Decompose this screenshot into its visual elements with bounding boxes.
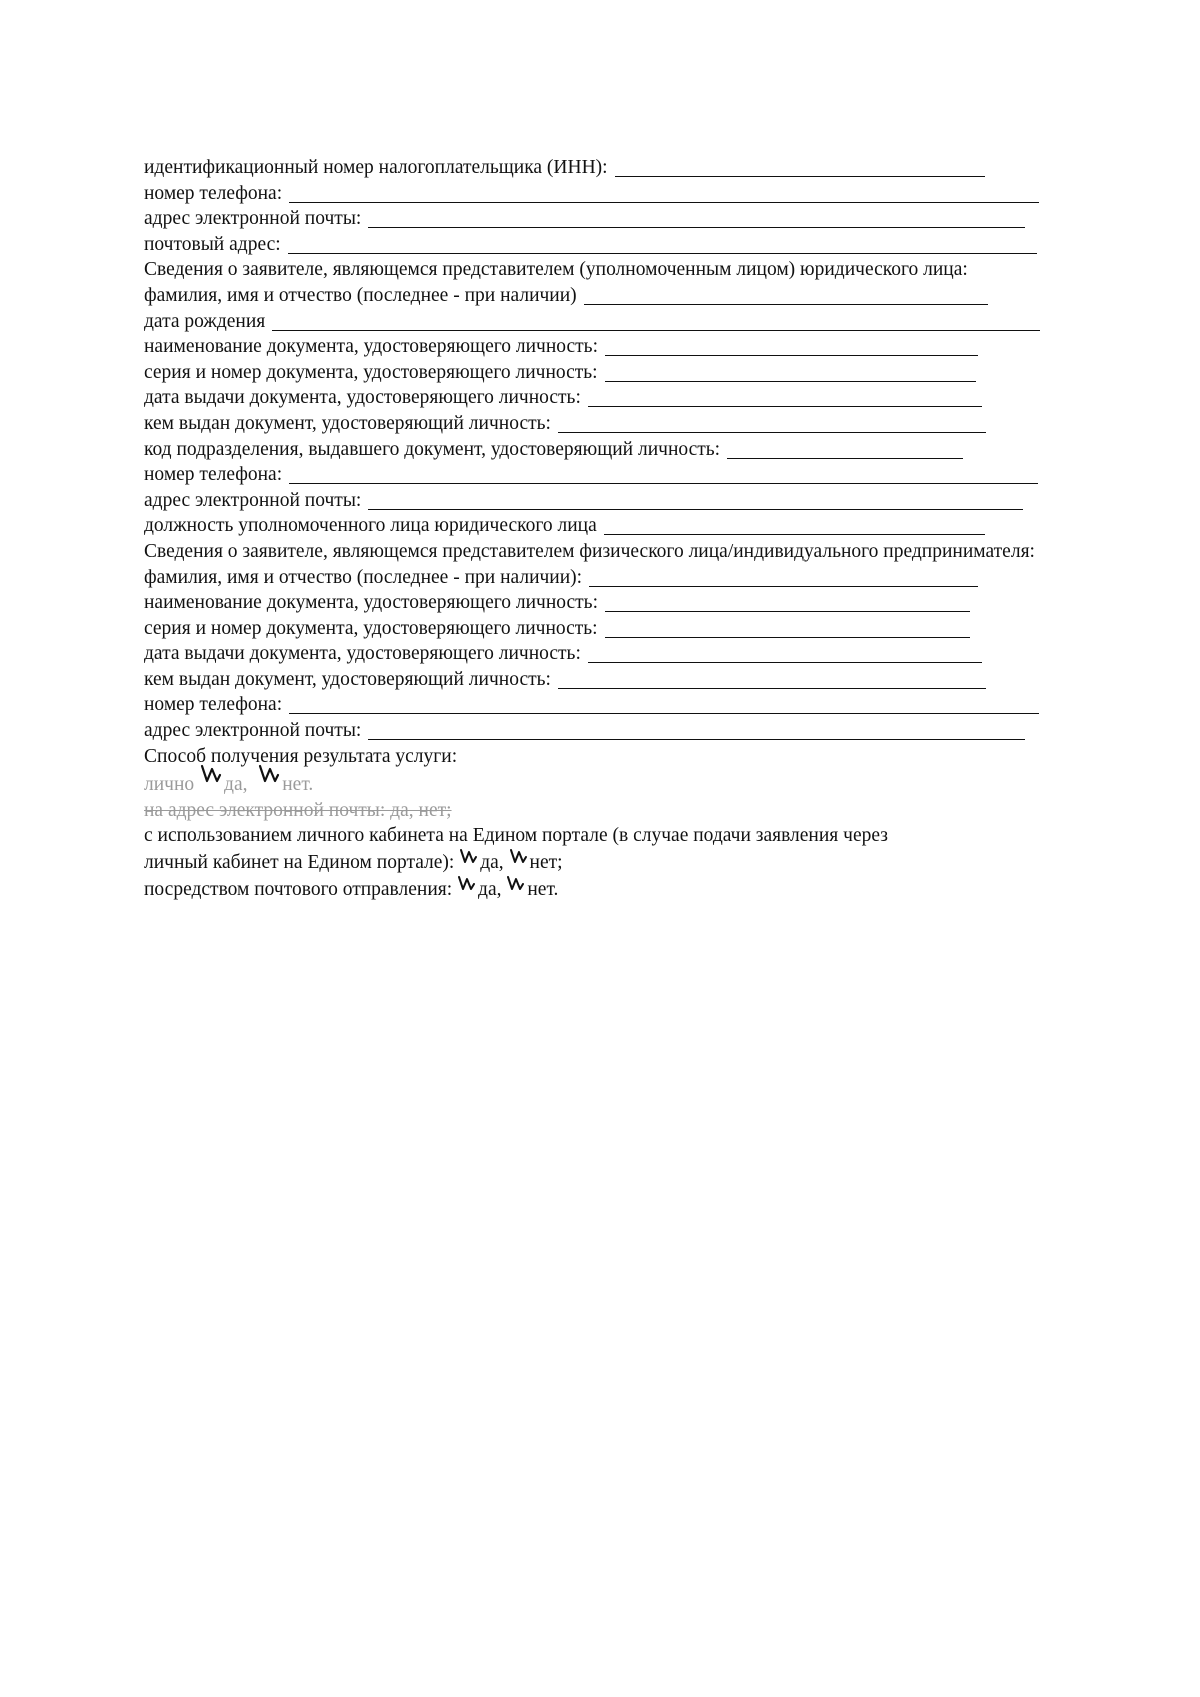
post-no: нет.: [527, 878, 559, 900]
result-method-heading: Способ получения результата услуги:: [144, 745, 458, 767]
checkmark-icon[interactable]: [257, 769, 281, 791]
field-label: номер телефона:: [144, 464, 283, 486]
option-email-struck: на адрес электронной почты: да, нет;: [144, 799, 452, 821]
le-phone-blank[interactable]: [289, 462, 1038, 484]
field-label: почтовый адрес:: [144, 233, 281, 255]
checkmark-icon[interactable]: [459, 849, 479, 869]
ind-field-doc-date: [144, 641, 1054, 667]
ind-field-email: [144, 718, 1054, 744]
portal-yes: да,: [480, 852, 504, 874]
post-label: посредством почтового отправления:: [144, 878, 453, 900]
checkmark-icon[interactable]: [509, 849, 529, 869]
individual-representative-heading: Сведения о заявителе, являющемся представителем физического лица/индивидуального предпринимателя:: [144, 540, 1035, 562]
email-blank[interactable]: [368, 206, 1025, 228]
field-label: кем выдан документ, удостоверяющий личность:: [144, 412, 551, 434]
le-field-division-code: [144, 437, 1054, 463]
field-label: наименование документа, удостоверяющего личность:: [144, 336, 598, 358]
portal-no: нет;: [529, 852, 563, 874]
le-birthdate-blank[interactable]: [272, 309, 1040, 331]
field-label: дата рождения: [144, 310, 266, 332]
field-label: фамилия, имя и отчество (последнее - при наличии): [144, 284, 577, 306]
portal-label: личный кабинет на Едином портале):: [144, 852, 455, 874]
ind-doc-date-blank[interactable]: [588, 641, 982, 663]
ind-field-doc-number: [144, 616, 1054, 642]
field-label: дата выдачи документа, удостоверяющего личность:: [144, 387, 581, 409]
le-division-code-blank[interactable]: [727, 437, 963, 459]
option-in-person: [144, 769, 1054, 798]
field-label: наименование документа, удостоверяющего личность:: [144, 592, 598, 614]
option-portal-line2: [144, 849, 1054, 876]
field-email: [144, 206, 1054, 232]
field-label: адрес электронной почты:: [144, 489, 362, 511]
le-field-doc-issuer: [144, 411, 1054, 437]
field-phone: [144, 181, 1054, 207]
field-inn: [144, 155, 1054, 181]
inn-blank[interactable]: [615, 155, 985, 177]
le-field-phone: [144, 462, 1054, 488]
field-postal-address: [144, 232, 1054, 258]
postal-address-blank[interactable]: [288, 232, 1037, 254]
in-person-label: лично: [144, 774, 195, 796]
ind-fullname-blank[interactable]: [589, 565, 978, 587]
checkmark-icon[interactable]: [506, 876, 526, 896]
le-field-birthdate: [144, 309, 1054, 335]
in-person-yes: да,: [224, 774, 248, 796]
field-label: дата выдачи документа, удостоверяющего личность:: [144, 643, 581, 665]
ind-field-fullname: [144, 565, 1054, 591]
field-label: код подразделения, выдавшего документ, удостоверяющий личность:: [144, 438, 721, 460]
checkmark-icon[interactable]: [457, 876, 477, 896]
le-field-fullname: [144, 283, 1054, 309]
field-label: идентификационный номер налогоплательщика (ИНН):: [144, 157, 608, 178]
ind-phone-blank[interactable]: [289, 692, 1039, 714]
le-position-blank[interactable]: [604, 513, 985, 535]
le-field-email: [144, 488, 1054, 514]
phone-blank[interactable]: [289, 181, 1039, 203]
le-field-doc-number: [144, 360, 1054, 386]
field-label: фамилия, имя и отчество (последнее - при наличии):: [144, 566, 583, 588]
le-doc-number-blank[interactable]: [605, 360, 976, 382]
le-doc-name-blank[interactable]: [605, 334, 978, 356]
option-post: [144, 876, 1054, 903]
ind-field-phone: [144, 692, 1054, 718]
ind-email-blank[interactable]: [368, 718, 1025, 740]
ind-field-doc-issuer: [144, 667, 1054, 693]
field-label: кем выдан документ, удостоверяющий личность:: [144, 668, 551, 690]
ind-doc-issuer-blank[interactable]: [558, 667, 986, 689]
le-fullname-blank[interactable]: [584, 283, 988, 305]
field-label: номер телефона:: [144, 694, 283, 716]
ind-field-doc-name: [144, 590, 1054, 616]
le-email-blank[interactable]: [368, 488, 1023, 510]
legal-entity-representative-heading: Сведения о заявителе, являющемся представителем (уполномоченным лицом) юридического лица:: [144, 259, 968, 281]
field-label: серия и номер документа, удостоверяющего личность:: [144, 617, 598, 639]
post-yes: да,: [478, 878, 502, 900]
field-label: номер телефона:: [144, 182, 283, 204]
field-label: адрес электронной почты:: [144, 208, 362, 230]
option-portal-line1: с использованием личного кабинета на Едином портале (в случае подачи заявления через: [144, 825, 888, 847]
field-label: адрес электронной почты:: [144, 720, 362, 742]
ind-doc-name-blank[interactable]: [605, 590, 970, 612]
in-person-no: нет.: [282, 774, 314, 796]
le-field-position: [144, 513, 1054, 539]
field-label: серия и номер документа, удостоверяющего личность:: [144, 361, 598, 383]
le-field-doc-name: [144, 334, 1054, 360]
document-page: [144, 155, 1054, 902]
ind-doc-number-blank[interactable]: [605, 616, 970, 638]
field-label: должность уполномоченного лица юридического лица: [144, 515, 597, 537]
checkmark-icon[interactable]: [199, 769, 223, 791]
le-doc-issuer-blank[interactable]: [558, 411, 986, 433]
le-doc-date-blank[interactable]: [588, 385, 982, 407]
le-field-doc-date: [144, 385, 1054, 411]
